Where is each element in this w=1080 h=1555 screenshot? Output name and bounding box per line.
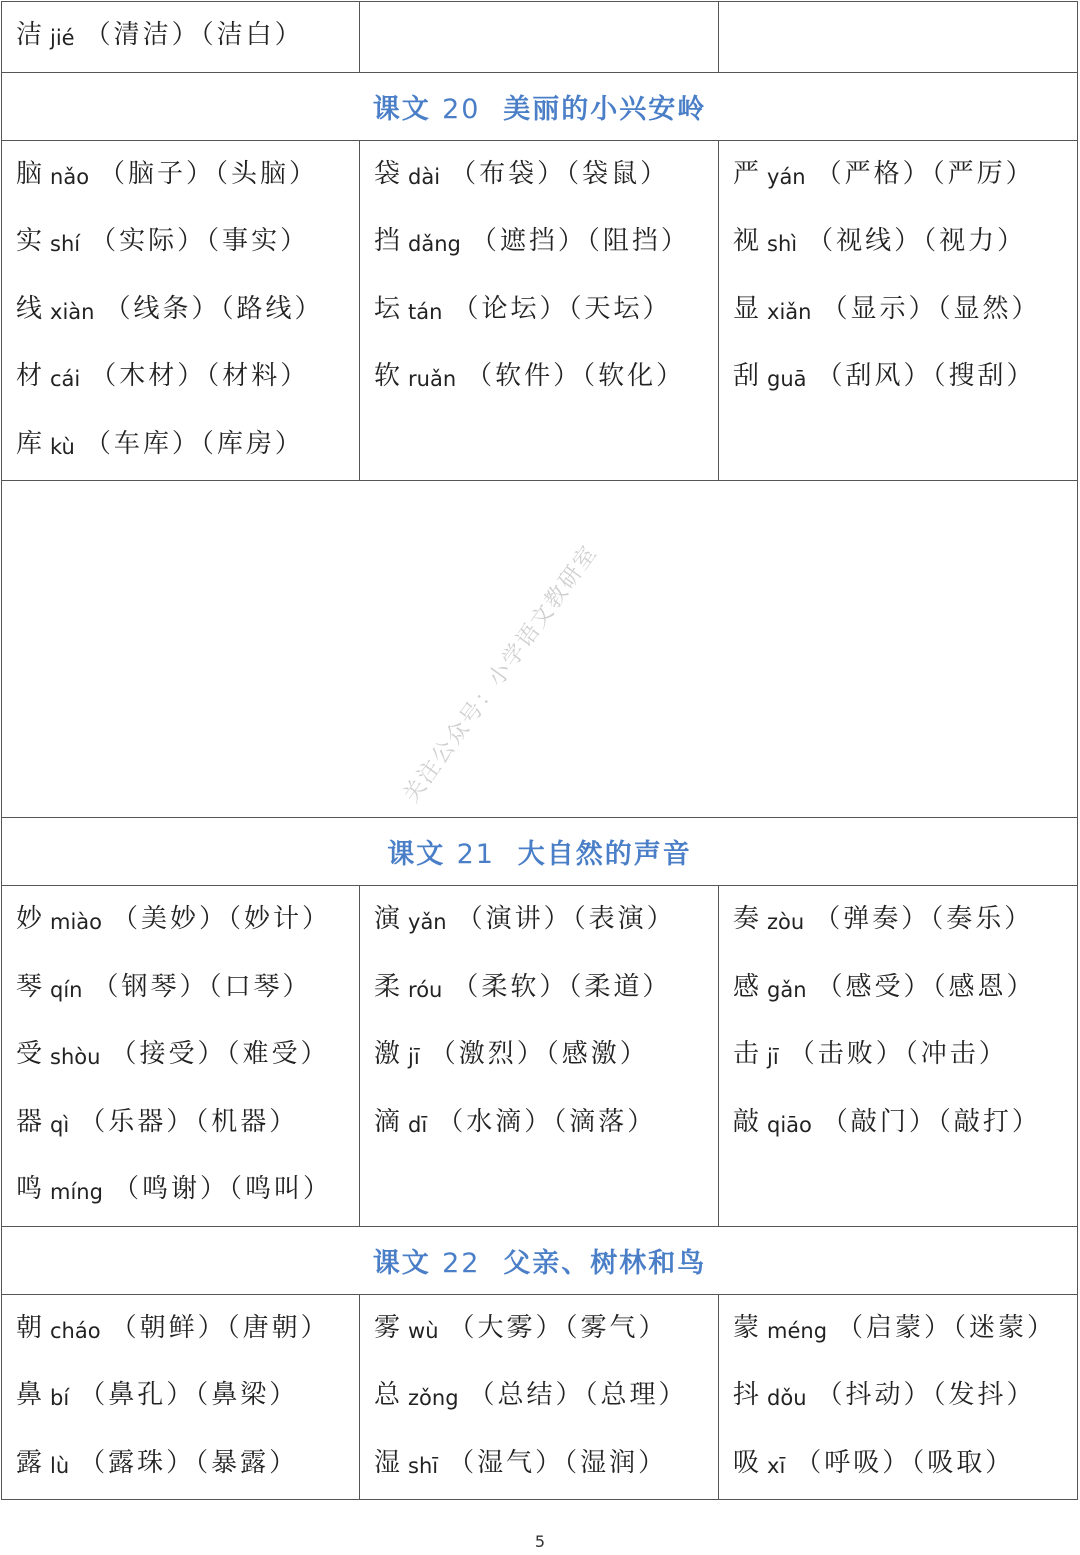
vocab-pinyin: kù bbox=[50, 434, 75, 459]
vocab-pinyin: dǎng bbox=[408, 232, 461, 256]
empty-cell bbox=[360, 2, 719, 73]
lesson20-col2 bbox=[360, 141, 718, 413]
vocab-pinyin: róu bbox=[408, 977, 443, 1002]
vocab-entry bbox=[16, 4, 359, 72]
vocab-words: （遮挡）（阻挡） bbox=[470, 226, 690, 256]
vocab-words: （大雾）（雾气） bbox=[448, 1312, 668, 1343]
vocab-pinyin: méng bbox=[767, 1318, 828, 1343]
vocab-char: 感 bbox=[733, 971, 760, 1002]
vocab-words: （乐器）（机器） bbox=[79, 1106, 299, 1137]
vocab-char: 材 bbox=[16, 361, 43, 391]
vocab-entry bbox=[733, 210, 1077, 278]
vocab-char: 露 bbox=[16, 1447, 43, 1478]
vocab-pinyin: qín bbox=[50, 977, 83, 1002]
vocab-char: 刮 bbox=[733, 361, 760, 391]
vocab-char: 袋 bbox=[374, 158, 401, 189]
vocab-words: （刮风）（搜刮） bbox=[816, 361, 1036, 391]
vocab-pinyin: xī bbox=[767, 1453, 786, 1478]
vocab-pinyin: dī bbox=[408, 1112, 428, 1137]
lesson22-title-row bbox=[2, 1226, 1078, 1294]
vocab-pinyin: dǒu bbox=[767, 1386, 807, 1410]
vocab-words: （视线）（视力） bbox=[807, 226, 1027, 256]
vocab-entry bbox=[16, 143, 359, 211]
vocab-char: 奏 bbox=[733, 904, 760, 934]
vocab-words: （布袋）（袋鼠） bbox=[450, 158, 670, 189]
vocab-words: （呼吸）（吸取） bbox=[795, 1447, 1015, 1478]
vocab-entry bbox=[733, 143, 1077, 211]
top-row bbox=[2, 2, 1078, 73]
vocab-entry bbox=[733, 1364, 1077, 1432]
vocab-words: （木材）（材料） bbox=[90, 361, 310, 391]
vocab-words: （露珠）（暴露） bbox=[79, 1447, 299, 1478]
vocab-entry bbox=[733, 1297, 1077, 1365]
vocab-char: 妙 bbox=[16, 904, 43, 934]
lesson22-col2 bbox=[360, 1295, 718, 1500]
watermark: 关注公众号：小学语文教研室 bbox=[399, 540, 603, 808]
vocab-pinyin: gǎn bbox=[767, 977, 807, 1002]
empty-cell bbox=[719, 2, 1078, 73]
lesson21-title-row bbox=[2, 818, 1078, 886]
vocab-char: 吸 bbox=[733, 1447, 760, 1478]
vocab-pinyin: guā bbox=[767, 367, 807, 391]
vocab-entry bbox=[374, 1297, 718, 1365]
vocab-char: 受 bbox=[16, 1039, 43, 1069]
vocab-words: （线条）（路线） bbox=[104, 293, 324, 324]
vocab-pinyin: qiāo bbox=[767, 1112, 812, 1137]
vocab-char: 坛 bbox=[374, 293, 401, 324]
vocab-entry bbox=[733, 888, 1077, 956]
vocab-pinyin: zǒng bbox=[408, 1386, 459, 1410]
lesson21-title: 课文 21 大自然的声音 bbox=[2, 818, 1078, 886]
vocab-char: 严 bbox=[733, 158, 760, 189]
vocab-words: （感受）（感恩） bbox=[816, 971, 1036, 1002]
vocab-char: 总 bbox=[374, 1380, 401, 1410]
vocab-pinyin: shì bbox=[767, 232, 798, 256]
vocab-entry bbox=[16, 1158, 359, 1226]
vocab-char: 脑 bbox=[16, 158, 43, 189]
vocab-char: 软 bbox=[374, 361, 401, 391]
vocab-words: （接受）（难受） bbox=[110, 1039, 330, 1069]
vocab-pinyin: miào bbox=[50, 910, 103, 934]
vocab-char: 激 bbox=[374, 1039, 401, 1069]
vocabulary-sheet bbox=[1, 1, 1077, 1500]
vocab-char: 雾 bbox=[374, 1312, 401, 1343]
vocab-pinyin: cháo bbox=[50, 1318, 101, 1343]
vocab-char: 线 bbox=[16, 293, 43, 324]
vocab-pinyin: ruǎn bbox=[408, 367, 457, 391]
vocab-char: 柔 bbox=[374, 971, 401, 1002]
vocab-char: 实 bbox=[16, 226, 43, 256]
vocab-char: 朝 bbox=[16, 1312, 43, 1343]
vocab-entry bbox=[16, 345, 359, 413]
vocab-char: 洁 bbox=[16, 20, 43, 50]
vocab-words: （钢琴）（口琴） bbox=[92, 971, 312, 1002]
vocab-entry bbox=[374, 956, 718, 1024]
vocab-words: （抖动）（发抖） bbox=[816, 1380, 1036, 1410]
vocab-char: 琴 bbox=[16, 971, 43, 1002]
lesson21-col3 bbox=[719, 886, 1077, 1158]
vocab-entry bbox=[16, 1091, 359, 1159]
vocab-char: 演 bbox=[374, 904, 401, 934]
vocab-char: 蒙 bbox=[733, 1312, 760, 1343]
vocab-words: （脑子）（头脑） bbox=[99, 158, 319, 189]
lesson20-title-row bbox=[2, 72, 1078, 140]
vocab-entry bbox=[16, 210, 359, 278]
vocab-entry bbox=[374, 1023, 718, 1091]
vocab-pinyin: shòu bbox=[50, 1045, 101, 1069]
vocab-words: （实际）（事实） bbox=[90, 226, 310, 256]
vocab-pinyin: yán bbox=[767, 164, 806, 189]
vocab-entry bbox=[733, 956, 1077, 1024]
vocab-words: （总结）（总理） bbox=[468, 1380, 688, 1410]
vocab-entry bbox=[733, 1091, 1077, 1159]
vocab-entry bbox=[733, 278, 1077, 346]
vocab-entry bbox=[733, 1023, 1077, 1091]
vocab-entry bbox=[16, 1364, 359, 1432]
vocab-words: （清洁）（洁白） bbox=[84, 20, 304, 50]
vocab-char: 湿 bbox=[374, 1447, 401, 1478]
vocab-pinyin: tán bbox=[408, 299, 443, 324]
vocab-entry bbox=[16, 1432, 359, 1500]
vocab-char: 击 bbox=[733, 1039, 760, 1069]
vocab-entry bbox=[16, 1297, 359, 1365]
vocab-words: （鸣谢）（鸣叫） bbox=[112, 1174, 332, 1204]
lesson20-title: 课文 20 美丽的小兴安岭 bbox=[2, 72, 1078, 140]
vocab-entry bbox=[374, 888, 718, 956]
vocab-words: （启蒙）（迷蒙） bbox=[837, 1312, 1057, 1343]
vocab-entry bbox=[733, 345, 1077, 413]
vocab-words: （鼻孔）（鼻梁） bbox=[79, 1380, 299, 1410]
vocab-char: 鸣 bbox=[16, 1174, 43, 1204]
vocab-words: （湿气）（湿润） bbox=[448, 1447, 668, 1478]
vocab-words: （论坛）（天坛） bbox=[452, 293, 672, 324]
vocab-pinyin: xiàn bbox=[50, 299, 95, 324]
vocab-char: 鼻 bbox=[16, 1380, 43, 1410]
vocab-pinyin: nǎo bbox=[50, 164, 90, 189]
lesson22-col1 bbox=[2, 1295, 359, 1500]
lesson22-row bbox=[2, 1294, 1078, 1500]
vocab-char: 敲 bbox=[733, 1106, 760, 1137]
vocab-words: （车库）（库房） bbox=[84, 428, 304, 459]
vocab-entry bbox=[16, 1023, 359, 1091]
lesson21-col2 bbox=[360, 886, 718, 1158]
vocab-words: （演讲）（表演） bbox=[456, 904, 676, 934]
vocab-char: 库 bbox=[16, 428, 43, 459]
vocab-entry bbox=[374, 1364, 718, 1432]
lesson20-row bbox=[2, 140, 1078, 481]
vocab-entry bbox=[16, 278, 359, 346]
vocab-char: 挡 bbox=[374, 226, 401, 256]
vocab-words: （柔软）（柔道） bbox=[452, 971, 672, 1002]
vocab-words: （弹奏）（奏乐） bbox=[814, 904, 1034, 934]
vocab-entry bbox=[733, 1432, 1077, 1500]
vocab-char: 滴 bbox=[374, 1106, 401, 1137]
vocab-pinyin: jī bbox=[408, 1045, 420, 1069]
vocab-pinyin: zòu bbox=[767, 910, 805, 934]
vocab-pinyin: míng bbox=[50, 1180, 103, 1204]
vocab-words: （美妙）（妙计） bbox=[112, 904, 332, 934]
vocab-char: 显 bbox=[733, 293, 760, 324]
vocab-pinyin: xiǎn bbox=[767, 299, 812, 324]
vocab-entry bbox=[16, 413, 359, 481]
vocab-entry bbox=[374, 1432, 718, 1500]
vocab-entry bbox=[374, 278, 718, 346]
vocab-pinyin: cái bbox=[50, 367, 81, 391]
vocab-entry bbox=[374, 1091, 718, 1159]
vocab-pinyin: wù bbox=[408, 1318, 439, 1343]
blank-cell bbox=[2, 481, 1078, 818]
blank-row bbox=[2, 481, 1078, 818]
vocab-pinyin: shī bbox=[408, 1453, 439, 1478]
vocabulary-table bbox=[1, 1, 1078, 1500]
lesson21-row bbox=[2, 886, 1078, 1227]
vocab-entry bbox=[16, 956, 359, 1024]
vocab-words: （激烈）（感激） bbox=[429, 1039, 649, 1069]
vocab-pinyin: jī bbox=[767, 1045, 779, 1069]
vocab-char: 视 bbox=[733, 226, 760, 256]
vocab-words: （显示）（显然） bbox=[821, 293, 1041, 324]
vocab-char: 抖 bbox=[733, 1380, 760, 1410]
lesson20-col3 bbox=[719, 141, 1077, 413]
vocab-words: （水滴）（滴落） bbox=[437, 1106, 657, 1137]
vocab-pinyin: qì bbox=[50, 1112, 70, 1137]
vocab-pinyin: dài bbox=[408, 164, 441, 189]
vocab-pinyin: jié bbox=[50, 26, 75, 50]
page-number: 5 bbox=[534, 1532, 546, 1551]
vocab-pinyin: yǎn bbox=[408, 910, 447, 934]
vocab-words: （击败）（冲击） bbox=[788, 1039, 1008, 1069]
lesson22-col3 bbox=[719, 1295, 1077, 1500]
vocab-pinyin: lù bbox=[50, 1453, 70, 1478]
vocab-pinyin: bí bbox=[50, 1386, 70, 1410]
top-col1 bbox=[2, 2, 359, 72]
vocab-pinyin: shí bbox=[50, 232, 81, 256]
lesson22-title: 课文 22 父亲、树林和鸟 bbox=[2, 1226, 1078, 1294]
vocab-char: 器 bbox=[16, 1106, 43, 1137]
vocab-entry bbox=[374, 210, 718, 278]
vocab-words: （敲门）（敲打） bbox=[821, 1106, 1041, 1137]
vocab-entry bbox=[374, 345, 718, 413]
vocab-words: （朝鲜）（唐朝） bbox=[110, 1312, 330, 1343]
vocab-entry bbox=[16, 888, 359, 956]
vocab-words: （软件）（软化） bbox=[466, 361, 686, 391]
lesson20-col1 bbox=[2, 141, 359, 481]
vocab-words: （严格）（严厉） bbox=[815, 158, 1035, 189]
lesson21-col1 bbox=[2, 886, 359, 1226]
vocab-entry bbox=[374, 143, 718, 211]
